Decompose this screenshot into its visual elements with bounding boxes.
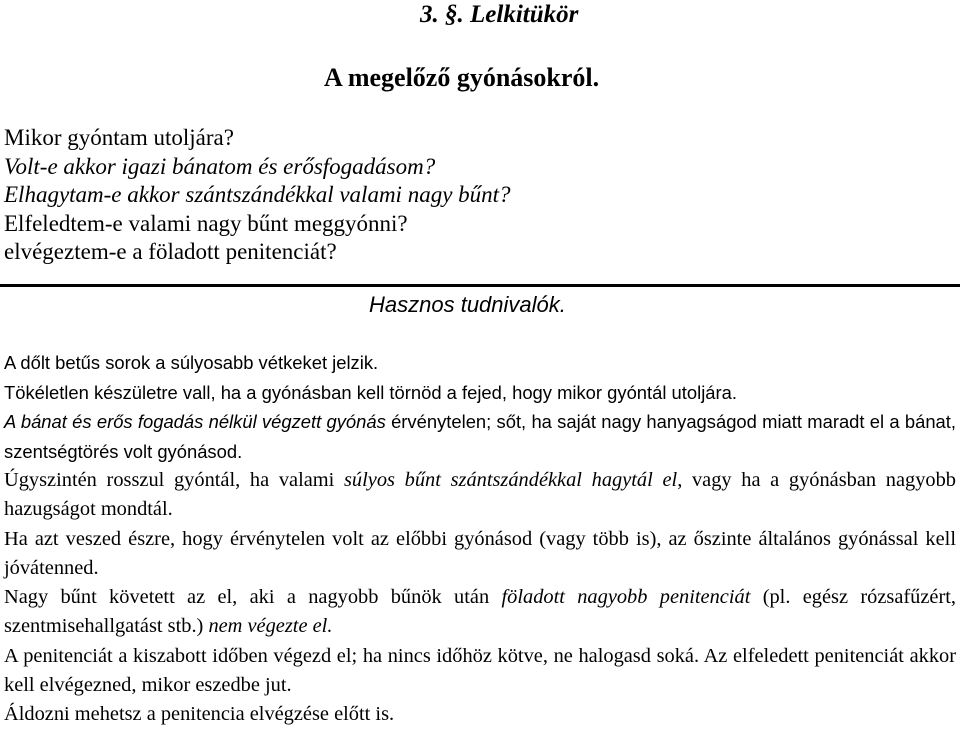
useful-info-heading: Hasznos tudnivalók. <box>369 292 566 317</box>
note-italic-text: súlyos bűnt szántszándékkal hagytál el <box>344 469 678 491</box>
note-paragraph <box>4 583 956 642</box>
chapter-heading: 3. §. Lelkitükör <box>420 1 579 28</box>
question-line-serious: Elhagytam-e akkor szántszándékkal valami nagy bűnt? <box>4 182 511 207</box>
note-text: érvénytelen; sőt, ha saját nagy hanyagságod miatt maradt el a bánat, szentségtörés volt gyónásod. <box>4 411 956 462</box>
note-paragraph: A penitenciát a kiszabott időben végezd el; ha nincs időhöz kötve, ne halogasd soká. Az elfeledett penitenciát akkor kell elvégezned, mikor eszedbe jut. <box>4 644 956 697</box>
note-text: (pl. egész rózsafűzért, szentmisehallgatást stb.) <box>4 586 957 638</box>
note-paragraph <box>4 466 956 525</box>
note-line: Tökéletlen készületre vall, ha a gyónásban kell törnöd a fejed, hogy mikor gyóntál utoljára. <box>4 381 737 403</box>
note-italic-text: nem végezte el. <box>208 615 333 638</box>
note-text: Nagy bűnt követett az el, aki a nagyobb bűnök után <box>4 586 502 609</box>
note-italic-text: föladott nagyobb penitenciát <box>501 586 751 609</box>
note-paragraph: Ha azt veszed észre, hogy érvénytelen volt az előbbi gyónásod (vagy több is), az őszinte általános gyónással kell jóvátenned. <box>4 527 956 579</box>
note-paragraph <box>4 407 956 466</box>
note-line: A dőlt betűs sorok a súlyosabb vétkeket jelzik. <box>4 352 379 373</box>
question-line: elvégeztem-e a föladott penitenciát? <box>4 239 337 264</box>
section-title: A megelőző gyónásokról. <box>324 63 600 92</box>
question-line: Mikor gyóntam utoljára? <box>4 125 234 150</box>
note-text: , vagy ha a gyónásban nagyobb hazugságot mondtál. <box>4 469 957 521</box>
question-line-serious: Volt-e akkor igazi bánatom és erősfogadásom? <box>4 153 436 179</box>
question-list <box>4 124 511 267</box>
note-italic-text: A bánat és erős fogadás nélkül végzett gyónás <box>4 411 386 432</box>
note-paragraph: Áldozni mehetsz a penitencia elvégzése előtt is. <box>4 703 395 726</box>
horizontal-divider <box>0 284 960 287</box>
notes-body <box>4 466 956 730</box>
notes-intro <box>4 348 956 466</box>
note-text: Úgyszintén rosszul gyóntál, ha valami <box>4 469 344 491</box>
question-line: Elfeledtem-e valami nagy bűnt meggyónni? <box>4 210 408 236</box>
